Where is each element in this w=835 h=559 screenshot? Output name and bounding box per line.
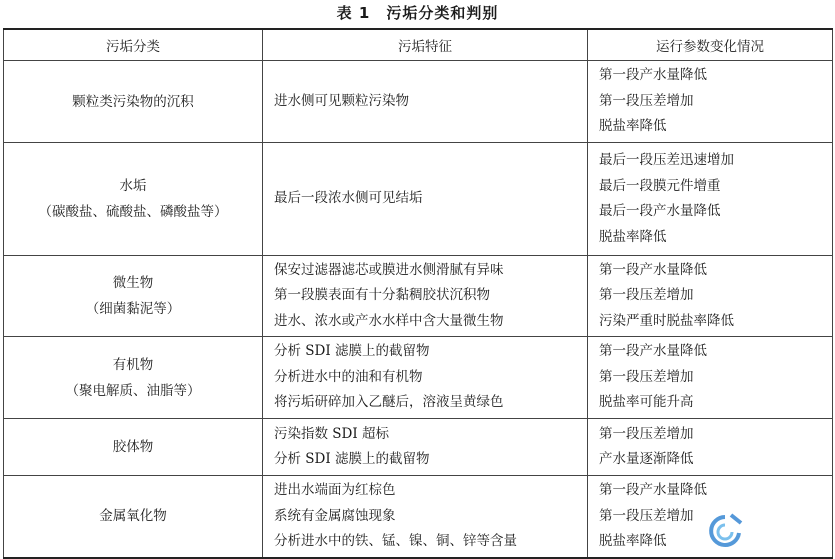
changes-cell-line: 第一段压差增加 — [599, 287, 694, 304]
category-cell — [4, 419, 263, 476]
features-cell-line: 将污垢研碎加入乙醚后，溶液呈黄绿色 — [274, 394, 504, 411]
features-cell-line: 系统有金属腐蚀现象 — [274, 507, 396, 524]
changes-cell — [588, 337, 833, 419]
changes-cell-line: 第一段压差增加 — [599, 92, 694, 109]
changes-cell-line: 第一段压差增加 — [599, 368, 694, 385]
changes-cell-line: 脱盐率降低 — [599, 118, 667, 135]
features-cell — [263, 476, 588, 558]
features-cell-line: 进水侧可见颗粒污染物 — [274, 92, 409, 109]
category-cell — [4, 476, 263, 558]
changes-cell-line: 第一段产水量降低 — [599, 67, 707, 84]
features-cell-line: 分析进水中的油和有机物 — [274, 368, 423, 385]
changes-cell — [588, 61, 833, 143]
header-changes: 运行参数变化情况 — [588, 29, 833, 61]
changes-cell-line: 第一段压差增加 — [599, 425, 694, 442]
features-cell-line: 分析进水中的铁、锰、镍、铜、锌等含量 — [274, 533, 517, 549]
features-cell-line: 保安过滤器滤芯或膜进水侧滑腻有异味 — [274, 261, 504, 278]
category-cell-line: 金属氧化物 — [99, 508, 167, 525]
table-row — [4, 419, 833, 476]
category-cell-line: 颗粒类污染物的沉积 — [72, 93, 194, 110]
table-title: 表 1 污垢分类和判别 — [336, 4, 499, 22]
features-cell — [263, 61, 588, 143]
features-cell-line: 分析 SDI 滤膜上的截留物 — [274, 343, 430, 360]
changes-cell-line: 第一段压差增加 — [599, 507, 694, 524]
changes-cell-line: 第一段产水量降低 — [599, 343, 707, 360]
features-cell — [263, 256, 588, 337]
changes-cell-line: 脱盐率可能升高 — [599, 394, 694, 411]
category-cell-line: 微生物 — [112, 275, 154, 291]
changes-cell — [588, 256, 833, 337]
header-features: 污垢特征 — [263, 29, 588, 61]
changes-cell-line: 第一段产水量降低 — [599, 482, 707, 498]
table-row — [4, 256, 833, 337]
features-cell-line: 进水、浓水或产水水样中含大量微生物 — [274, 312, 504, 329]
features-cell — [263, 419, 588, 476]
changes-cell-line: 产水量逐渐降低 — [599, 451, 694, 467]
header-row — [4, 29, 833, 61]
features-cell — [263, 337, 588, 419]
features-cell — [263, 143, 588, 256]
category-cell-line: 有机物 — [112, 356, 154, 373]
category-cell — [4, 61, 263, 143]
changes-cell-line: 脱盐率降低 — [599, 533, 667, 549]
category-cell-line: 胶体物 — [112, 439, 154, 455]
table-row — [4, 61, 833, 143]
table-body — [4, 61, 833, 558]
table-row — [4, 337, 833, 419]
features-cell-line: 第一段膜表面有十分黏稠胶状沉积物 — [274, 287, 490, 304]
features-cell-line: 最后一段浓水侧可见结垢 — [274, 190, 423, 207]
features-cell-line: 污染指数 SDI 超标 — [274, 425, 389, 442]
features-cell-line: 分析 SDI 滤膜上的截留物 — [274, 451, 430, 467]
category-cell — [4, 256, 263, 337]
changes-cell — [588, 419, 833, 476]
table-row — [4, 143, 833, 256]
header-category: 污垢分类 — [4, 29, 263, 61]
category-cell-line: （碳酸盐、硫酸盐、磷酸盐等） — [38, 204, 228, 220]
changes-cell-line: 最后一段压差迅速增加 — [599, 152, 734, 168]
changes-cell-line: 污染严重时脱盐率降低 — [599, 312, 734, 329]
fouling-table — [3, 28, 833, 559]
category-cell — [4, 337, 263, 419]
changes-cell — [588, 143, 833, 256]
changes-cell-line: 第一段产水量降低 — [599, 261, 707, 278]
category-cell — [4, 143, 263, 256]
watermark-logo-icon — [705, 511, 745, 551]
category-cell-line: （聚电解质、油脂等） — [65, 382, 201, 399]
changes-cell-line: 脱盐率降低 — [599, 228, 667, 245]
changes-cell-line: 最后一段产水量降低 — [599, 203, 721, 219]
features-cell-line: 进出水端面为红棕色 — [274, 482, 396, 498]
category-cell-line: 水垢 — [119, 178, 147, 194]
category-cell-line: （细菌黏泥等） — [85, 301, 181, 317]
changes-cell-line: 最后一段膜元件增重 — [599, 177, 721, 194]
